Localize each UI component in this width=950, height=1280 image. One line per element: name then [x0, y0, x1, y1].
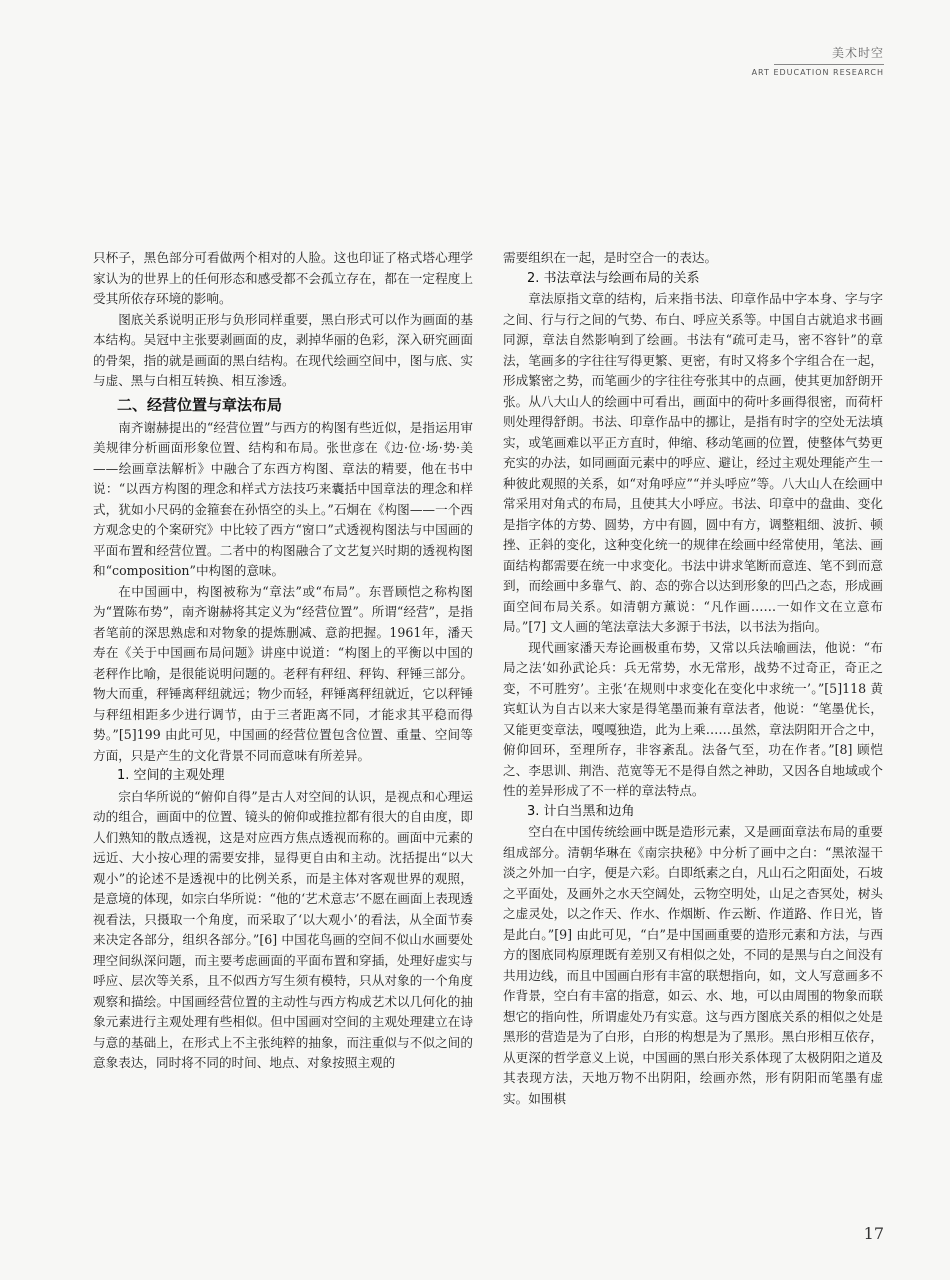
paragraph: 只杯子，黑色部分可看做两个相对的人脸。这也印证了格式塔心理学家认为的世界上的任何形态和感受都不会孤立存在，都在一定程度上受其所依存环境的影响。 [93, 250, 473, 306]
paragraph: 空白在中国传统绘画中既是造形元素，又是画面章法布局的重要组成部分。清朝华琳在《南宗抉秘》中分析了画中之白：“黑浓湿干淡之外加一白字，便是六彩。白即纸素之白，凡山石之阳面处，石坡之平面处，及画外之水天空阔处，云物空明处，山足之杳冥处，树头之虚灵处，以之作天、作水、作烟断、作云断、作道路、作日光，皆是此白。”[9] 由此可见，“白”是中国画重要的造形元素和方法，与西方的图底同构原理既有差别又有相似之处，不同的是黑与白之间没有共用边线，而且中国画白形有丰富的联想指向，如，文人写意画多不作背景，空白有丰富的指意，如云、水、地，可以由周围的物象而联想它的指向性，所谓虚处乃有实意。这与西方图底关系的相似之处是黑形的营造是为了白形，白形的构想是为了黑形。黑白形相互依存，从更深的哲学意义上说，中国画的黑白形关系体现了太极阴阳之道及其表现方法，天地万物不出阴阳，绘画亦然，形有阴阳而笔墨有虚实。如围棋 [503, 824, 883, 1106]
journal-header [684, 44, 884, 77]
subsection-heading: 2. 书法章法与绘画布局的关系 [527, 270, 700, 286]
left-column [93, 248, 473, 1074]
journal-title: 美术时空 [831, 46, 884, 60]
journal-subtitle: ART EDUCATION RESEARCH [751, 68, 884, 77]
right-column [503, 248, 883, 1109]
header-rule [774, 64, 884, 65]
section-heading: 二、经营位置与章法布局 [117, 395, 283, 414]
subsection-heading: 1. 空间的主观处理 [117, 768, 225, 783]
subsection-heading: 3. 计白当黑和边角 [527, 803, 635, 819]
paragraph: 章法原指文章的结构，后来指书法、印章作品中字本身、字与字之间、行与行之间的气势、布白、呼应关系等。中国自古就追求书画同源，章法自然影响到了绘画。书法有“疏可走马，密不容针”的章法，笔画多的字往往写得更繁、更密，有时又将多个字组合在一起，形成繁密之势，而笔画少的字往往夸张其中的点画，使其更加舒朗开张。从八大山人的绘画中可看出，画面中的荷叶多画得很密，而荷杆则处理得舒朗。书法、印章作品中的挪让，是指有时字的空处无法填实，或笔画难以平正方直时，伸缩、移动笔画的位置，使整体气势更充实的办法，如同画面元素中的呼应、避让，经过主观处理能产生一种彼此观照的关系，如“对角呼应”“并头呼应”等。八大山人在绘画中常采用对角式的布局，且使其大小呼应。书法、印章中的盘曲、变化是指字体的方势、圆势，方中有圆，圆中有方，调整粗细、波折、顿挫、正斜的变化，这种变化统一的规律在绘画中经常使用，笔法、画面结构都需要在统一中求变化。书法中讲求笔断而意连、笔不到而意到，而绘画中多靠气、韵、态的弥合以达到形象的凹凸之态，形成画面空间布局关系。如清朝方薰说：“凡作画……一如作文在立意布局。”[7] 文人画的笔法章法大多源于书法，以书法为指向。 [503, 291, 883, 634]
paragraph: 南齐谢赫提出的“经营位置”与西方的构图有些近似，是指运用审美规律分析画面形象位置、结构和布局。张世彦在《边·位·场·势·美——绘画章法解析》中融合了东西方构图、章法的精要，他在书中说：“以西方构图的理念和样式方法技巧来囊括中国章法的理念和样式，犹如小尺码的金箍套在孙悟空的头上。”石炯在《构图——一个西方观念史的个案研究》中比较了西方“窗口”式透视构图法与中国画的平面布置和经营位置。二者中的构图融合了文艺复兴时期的透视构图和“composition”中构图的意味。 [93, 419, 473, 578]
paragraph: 图底关系说明正形与负形同样重要，黑白形式可以作为画面的基本结构。吴冠中主张要剥画面的皮，剥掉华丽的色彩，深入研究画面的骨架，指的就是画面的黑白结构。在现代绘画空间中，图与底、实与虚、黑与白相互转换、相互渗透。 [93, 311, 473, 388]
page-number: 17 [863, 1224, 884, 1243]
paragraph: 在中国画中，构图被称为“章法”或“布局”。东晋顾恺之称构图为“置陈布势”，南齐谢赫将其定义为“经营位置”。所谓“经营”，是指者笔前的深思熟虑和对物象的提炼删减、意韵把握。1961年，潘天寿在《关于中国画布局问题》讲座中说道：“构图上的平衡以中国的老秤作比喻，是很能说明问题的。老秤有秤纽、秤钩、秤锤三部分。物大而重，秤锤离秤纽就远；物少而轻，秤锤离秤纽就近，它以秤锤与秤纽相距多少进行调节，由于三者距离不同，才能求其平稳而得势。”[5]199 由此可见，中国画的经营位置包含位置、重量、空间等方面，只是产生的文化背景不同而意味有所差异。 [93, 583, 473, 763]
paragraph: 现代画家潘天寿论画极重布势，又常以兵法喻画法，他说：“布局之法‘如孙武论兵：兵无常势，水无常形，战势不过奇正，奇正之变，不可胜穷’。主张‘在规则中求变化在变化中求统一’。”[5]118 黄宾虹认为自古以来大家是得笔墨而兼有章法者，他说：“笔墨优长，又能更变章法，嘎嘎独造，此为上乘……虽然，章法阴阳开合之中，俯仰回环，至理所存，非容紊乱。法备气至，功在作者。”[8] 顾恺之、李思训、荆浩、范宽等无不是得自然之神助，又因各自地域或个性的差异形成了不一样的章法特点。 [503, 639, 883, 798]
paragraph: 需要组织在一起，是时空合一的表达。 [503, 250, 718, 265]
paragraph: 宗白华所说的“俯仰自得”是古人对空间的认识，是视点和心理运动的组合，画面中的位置、镜头的俯仰或推拉都有很大的自由度，即人们熟知的散点透视，这是对应西方焦点透视而称的。画面中元素的远近、大小按心理的需要安排，显得更自由和主动。沈括提出“以大观小”的论述不是透视中的比例关系，而是主体对客观世界的观照，是意境的体现，如宗白华所说：“他的‘艺术意志’不愿在画面上表现透视看法，只摄取一个角度，而采取了‘以大观小’的看法，从全面节奏来决定各部分，组织各部分。”[6] 中国花鸟画的空间不似山水画要处理空间纵深问题，而主要考虑画面的平面布置和穿插，处理好虚实与呼应、层次等关系，且不似西方写生须有模特，只从对象的一个角度观察和描绘。中国画经营位置的主动性与西方构成艺术以几何化的抽象元素进行主观处理有些相似。但中国画对空间的主观处理建立在诗与意的基础上，在形式上不主张纯粹的抽象，而注重似与不似之间的意象表达，同时将不同的时间、地点、对象按照主观的 [93, 788, 473, 1070]
